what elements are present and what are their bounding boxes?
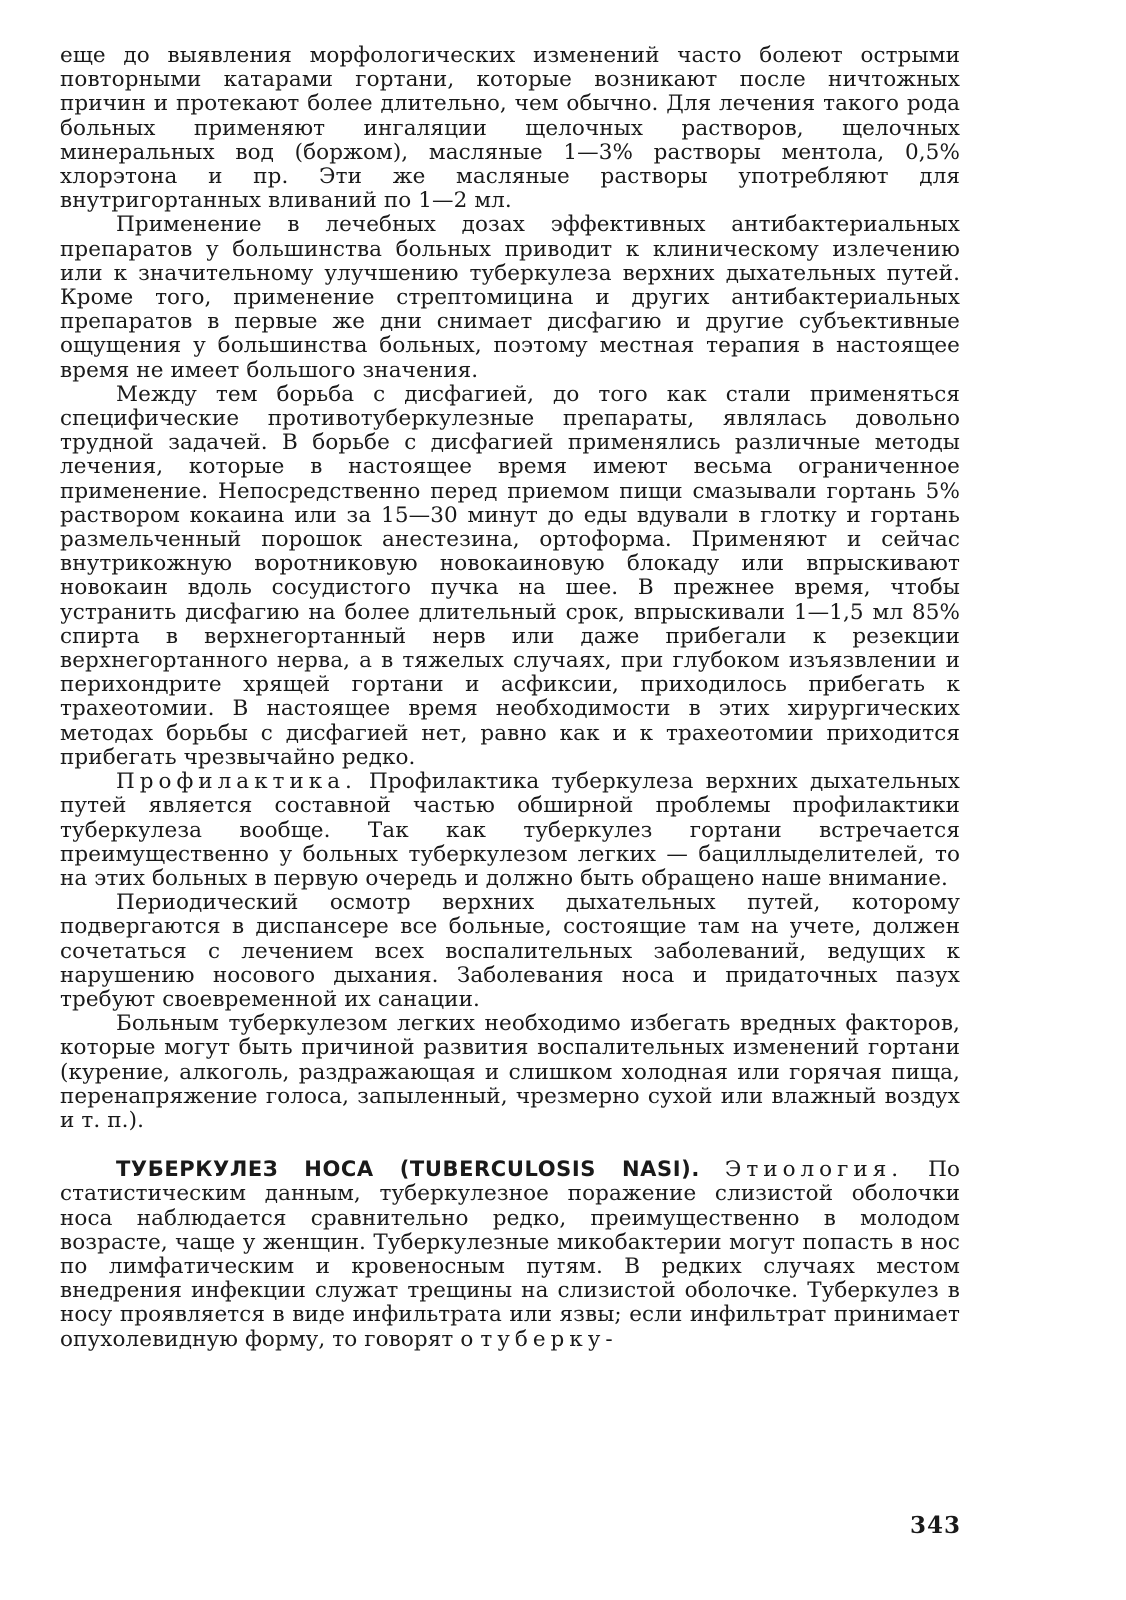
page-number: 343 (910, 1512, 962, 1539)
paragraph-5: Периодический осмотр верхних дыхательных путей, которому подвергаются в диспансере все больные, состоящие там на учете, должен сочетаться с лечением всех воспалительных заболеваний, ведущих к нарушению носового дыхания. Заболевания носа и придаточных пазух требуют своевременной их санации. (60, 890, 960, 1012)
paragraph-1: еще до выявления морфологических изменений часто болеют острыми повторными катарами гортани, которые возникают после ничтожных причин и протекают более длительно, чем обычно. Для лечения такого рода больных применяют ингаляции щелочных растворов, щелочных минеральных вод (боржом), масляные 1—3% растворы ментола, 0,5% хлорэтона и пр. Эти же масляные растворы употребляют для внутригортанных вливаний по 1—2 мл. (60, 43, 960, 214)
section-heading: ТУБЕРКУЛЕЗ НОСА (TUBERCULOSIS NASI). (116, 1157, 700, 1182)
paragraph-2: Применение в лечебных дозах эффективных антибактериальных препаратов у большинства больных приводит к клиническому излечению или к значительному улучшению туберкулеза верхних дыхательных путей. Кроме того, применение стрептомицина и других антибактериальных препаратов в первые же дни снимает дисфагию и другие субъективные ощущения у большинства больных, поэтому местная терапия в настоящее время не имеет большого значения. (60, 212, 960, 383)
page-text (60, 44, 960, 1352)
paragraph-3: Между тем борьба с дисфагией, до того как стали применяться специфические противотуберкулезные препараты, являлась довольно трудной задачей. В борьбе с дисфагией применялись различные методы лечения, которые в настоящее время имеют весьма ограниченное применение. Непосредственно перед приемом пищи смазывали гортань 5% раствором кокаина или за 15—30 минут до еды вдували в глотку и гортань размельченный порошок анестезина, ортоформа. Применяют и сейчас внутрикожную воротниковую новокаиновую блокаду или впрыскивают новокаин вдоль сосудистого пучка на шее. В прежнее время, чтобы устранить дисфагию на более длительный срок, впрыскивали 1—1,5 мл 85% спирта в верхнегортанный нерв или даже прибегали к резекции верхнегортанного нерва, а в тяжелых случаях, при глубоком изъязвлении и перихондрите хрящей гортани и асфиксии, приходилось прибегать к трахеотомии. В настоящее время необходимости в этих хирургических методах борьбы с дисфагией нет, равно как и к трахеотомии приходится прибегать чрезвычайно редко. (60, 381, 960, 770)
paragraph-6: Больным туберкулезом легких необходимо избегать вредных факторов, которые могут быть причиной развития воспалительных изменений гортани (курение, алкоголь, раздражающая и слишком холодная или горячая пища, перенапряжение голоса, запыленный, чрезмерно сухой или влажный воздух и т. п.). (60, 1011, 960, 1133)
page-body (60, 44, 960, 1352)
section-subheading: Этиология. (724, 1157, 904, 1183)
section-emphasis: туберку- (480, 1326, 618, 1352)
paragraph-prophylaxis (60, 770, 960, 891)
paragraph-section (60, 1157, 960, 1352)
prophylaxis-text: Профилактика туберкулеза верхних дыхательных путей является составной частью обширной проблемы профилактики туберкулеза вообще. Так как туберкулез гортани встречается преимущественно у больных туберкулезом легких — бациллыделителей, то на этих больных в первую очередь и должно быть обращено наше внимание. (60, 769, 960, 891)
section-text: По статистическим данным, туберкулезное поражение слизистой оболочки носа наблюдается сравнительно редко, преимущественно в молодом возрасте, чаще у женщин. Туберкулезные микобактерии могут попасть в нос по лимфатическим и кровеносным путям. В редких случаях местом внедрения инфекции служат трещины на слизистой оболочке. Туберкулез в носу проявляется в виде инфильтрата или язвы; если инфильтрат принимает опухолевидную форму, то говорят о (60, 1157, 961, 1352)
prophylaxis-label: Профилактика. (116, 769, 357, 795)
